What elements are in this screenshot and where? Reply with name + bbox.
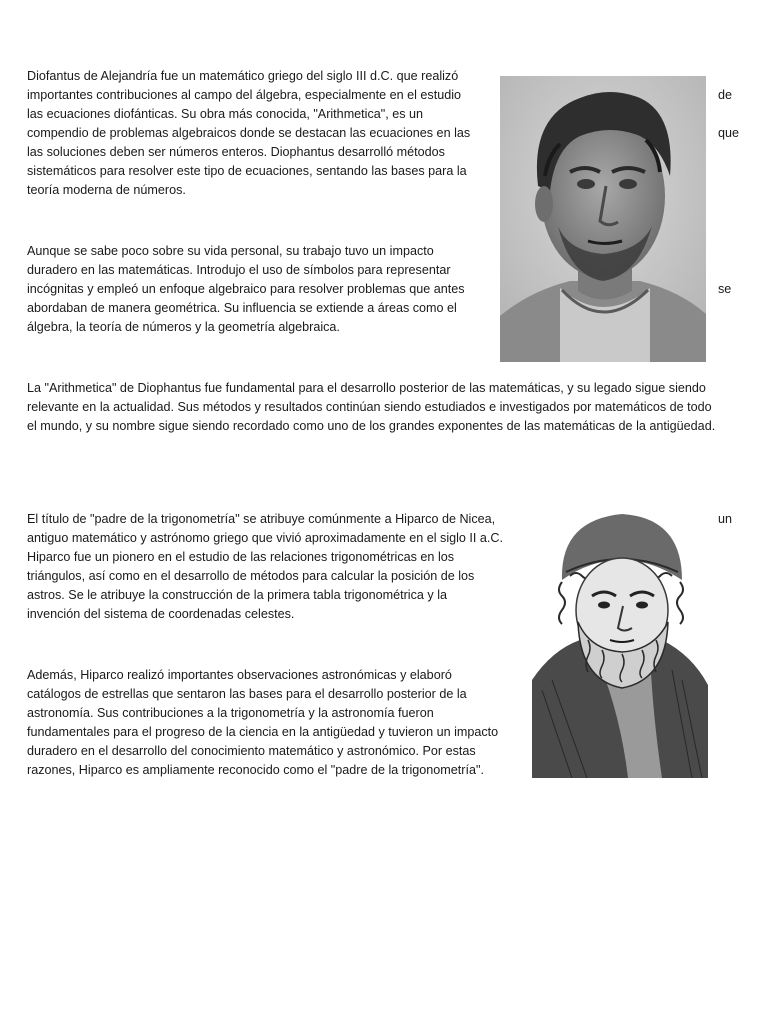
diophantus-p1-line-5: las soluciones deben ser números enteros. Diophantus desarrolló métodos bbox=[27, 145, 445, 159]
diophantus-p2-line-3: incógnitas y empleó un enfoque algebraico para resolver problemas que antes bbox=[27, 282, 465, 296]
diophantus-p1-line-2: importantes contribuciones al campo del álgebra, especialmente en el estudio bbox=[27, 88, 462, 102]
hiparco-portrait-image bbox=[532, 510, 708, 778]
diophantus-p3-line-2: relevante en la actualidad. Sus métodos y resultados continúan siendo estudiados e investigados por matemáticos de todo bbox=[27, 400, 712, 414]
hiparco-p2-line-1: Además, Hiparco realizó importantes observaciones astronómicas y elaboró bbox=[27, 668, 452, 682]
hiparco-p1-line-1: El título de "padre de la trigonometría" se atribuye comúnmente a Hiparco de Nicea, bbox=[27, 512, 496, 526]
hiparco-p2-line-4: fundamentales para el progreso de la ciencia en la antigüedad y tuvieron un impacto bbox=[27, 725, 499, 739]
diophantus-p1-stray-word: que bbox=[718, 126, 740, 140]
diophantus-p1-line-7: teoría moderna de números. bbox=[27, 183, 186, 197]
hiparco-p1-line-6: invención del sistema de coordenadas celestes. bbox=[27, 607, 295, 621]
diophantus-portrait-image bbox=[500, 76, 706, 362]
diophantus-portrait-icon bbox=[500, 76, 706, 362]
hiparco-p2-line-2: catálogos de estrellas que sentaron las bases para el desarrollo posterior de la bbox=[27, 687, 467, 701]
diophantus-p1-line-4: compendio de problemas algebraicos donde se destacan las ecuaciones en las bbox=[27, 126, 471, 140]
diophantus-p1-line-1: Diofantus de Alejandría fue un matemático griego del siglo III d.C. que realizó bbox=[27, 69, 459, 83]
diophantus-p2-line-5: álgebra, la teoría de números y la geometría algebraica. bbox=[27, 320, 340, 334]
hipparchus-engraving-icon bbox=[532, 510, 708, 778]
diophantus-p1-line-3: las ecuaciones diofánticas. Su obra más conocida, "Arithmetica", es un bbox=[27, 107, 424, 121]
hiparco-p1-line-2: antiguo matemático y astrónomo griego que vivió aproximadamente en el siglo II a.C. bbox=[27, 531, 504, 545]
hiparco-p1-stray-word: un bbox=[718, 512, 733, 526]
hiparco-p2-line-5: duradero en el desarrollo del conocimiento matemático y astronómico. Por estas bbox=[27, 744, 476, 758]
diophantus-p2-line-1: Aunque se sabe poco sobre su vida personal, su trabajo tuvo un impacto bbox=[27, 244, 434, 258]
hiparco-p2-line-6: razones, Hiparco es ampliamente reconocido como el "padre de la trigonometría". bbox=[27, 763, 484, 777]
diophantus-p1-line-6: sistemáticos para resolver este tipo de ecuaciones, sentando las bases para la bbox=[27, 164, 467, 178]
diophantus-p2-line-2: duradero en las matemáticas. Introdujo el uso de símbolos para representar bbox=[27, 263, 451, 277]
diophantus-p2-stray-word: se bbox=[718, 282, 732, 296]
diophantus-p3-line-1: La "Arithmetica" de Diophantus fue fundamental para el desarrollo posterior de las matemáticas, y su legado sigue siendo bbox=[27, 381, 706, 395]
hiparco-p1-line-3: Hiparco fue un pionero en el estudio de las relaciones trigonométricas en los bbox=[27, 550, 455, 564]
hiparco-p2-line-3: astronomía. Sus contribuciones a la trigonometría y la astronomía fueron bbox=[27, 706, 434, 720]
diophantus-p1-stray-word: de bbox=[718, 88, 733, 102]
diophantus-p2-line-4: abordaban de manera geométrica. Su influencia se extiende a áreas como el bbox=[27, 301, 457, 315]
hiparco-p1-line-5: astros. Se le atribuye la construcción de la primera tabla trigonométrica y la bbox=[27, 588, 447, 602]
hiparco-p1-line-4: triángulos, así como en el desarrollo de métodos para calcular la posición de los bbox=[27, 569, 475, 583]
diophantus-p3-line-3: el mundo, y su nombre sigue siendo recordado como uno de los grandes exponentes de las matemáticas de la antigüedad. bbox=[27, 419, 716, 433]
